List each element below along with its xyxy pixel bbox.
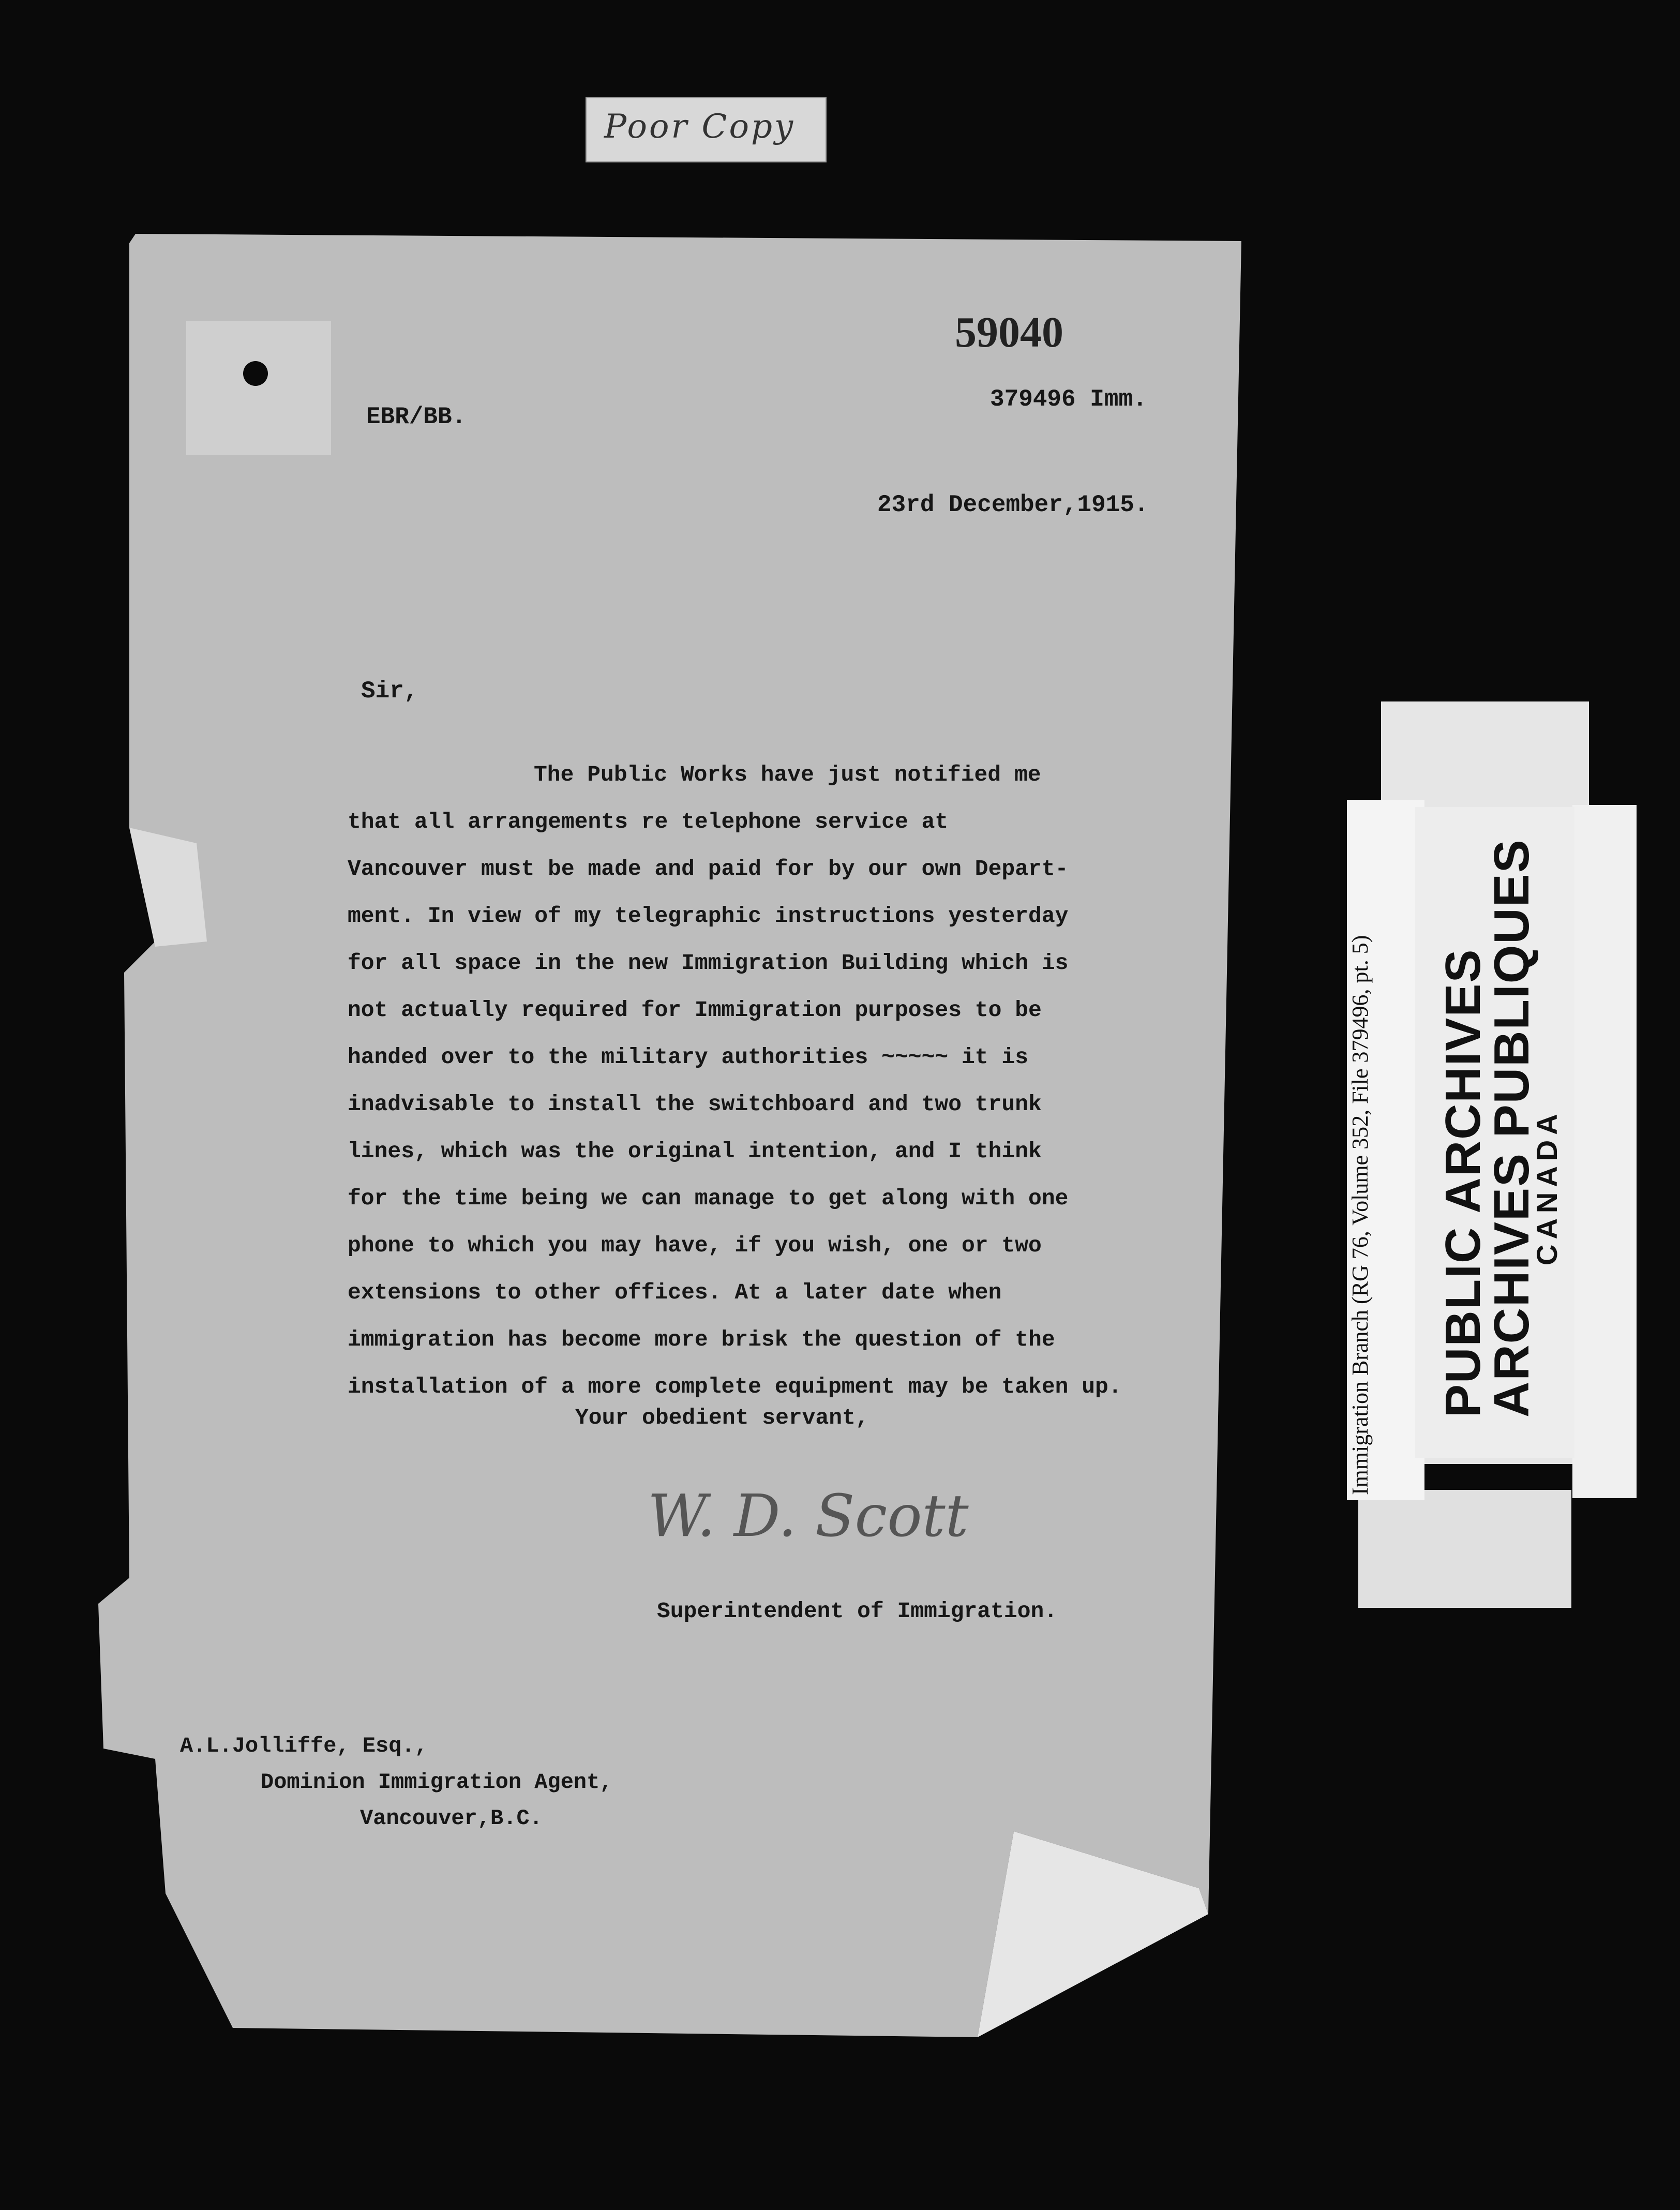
body-line: handed over to the military authorities ~~~~~ it is bbox=[348, 1044, 1029, 1070]
label-right-panel bbox=[1572, 805, 1637, 1498]
signer-title: Superintendent of Immigration. bbox=[657, 1599, 1058, 1624]
typist-initials: EBR/BB. bbox=[366, 404, 467, 430]
address-line: Vancouver,B.C. bbox=[360, 1806, 543, 1831]
archive-label-line-2: ARCHIVES PUBLIQUES bbox=[1484, 839, 1539, 1417]
body-line: not actually required for Immigration purposes to be bbox=[348, 997, 1042, 1023]
salutation: Sir, bbox=[361, 678, 418, 705]
label-bottom-strip bbox=[1358, 1490, 1571, 1608]
file-number: 59040 bbox=[955, 308, 1063, 356]
body-line: that all arrangements re telephone service at bbox=[348, 809, 949, 834]
recipient-address bbox=[180, 1728, 613, 1836]
closing: Your obedient servant, bbox=[575, 1405, 869, 1430]
archive-label-line-1: PUBLIC ARCHIVES bbox=[1435, 948, 1491, 1417]
archive-label-line-3: CANADA bbox=[1531, 1109, 1563, 1265]
body-line: lines, which was the original intention, and I think bbox=[348, 1139, 1042, 1164]
body-line: extensions to other offices. At a later date when bbox=[348, 1280, 1002, 1305]
body-line: Vancouver must be made and paid for by our own Depart- bbox=[348, 856, 1069, 882]
address-line: A.L.Jolliffe, Esq., bbox=[180, 1734, 428, 1758]
poor-copy-label: Poor Copy bbox=[604, 108, 796, 146]
body-line: inadvisable to install the switchboard and two trunk bbox=[348, 1092, 1042, 1117]
body-line: for all space in the new Immigration Building which is bbox=[348, 950, 1069, 976]
reference-number: 379496 Imm. bbox=[990, 386, 1147, 413]
body-line: immigration has become more brisk the question of the bbox=[348, 1327, 1055, 1352]
archive-reference-vertical: Immigration Branch (RG 76, Volume 352, File 379496, pt. 5) bbox=[1347, 935, 1373, 1495]
letter-date: 23rd December,1915. bbox=[877, 491, 1149, 518]
letter-body bbox=[348, 751, 1186, 1410]
body-line: ment. In view of my telegraphic instructions yesterday bbox=[348, 903, 1069, 929]
paper-torn-edge bbox=[129, 828, 207, 947]
body-line: The Public Works have just notified me bbox=[534, 762, 1041, 787]
body-line: installation of a more complete equipment may be taken up. bbox=[348, 1374, 1122, 1399]
paper-light-patch bbox=[186, 321, 331, 455]
body-line: for the time being we can manage to get along with one bbox=[348, 1186, 1069, 1211]
punch-hole bbox=[243, 361, 268, 386]
body-line: phone to which you may have, if you wish, one or two bbox=[348, 1233, 1042, 1258]
signature: W. D. Scott bbox=[648, 1483, 969, 1550]
address-line: Dominion Immigration Agent, bbox=[261, 1770, 613, 1795]
